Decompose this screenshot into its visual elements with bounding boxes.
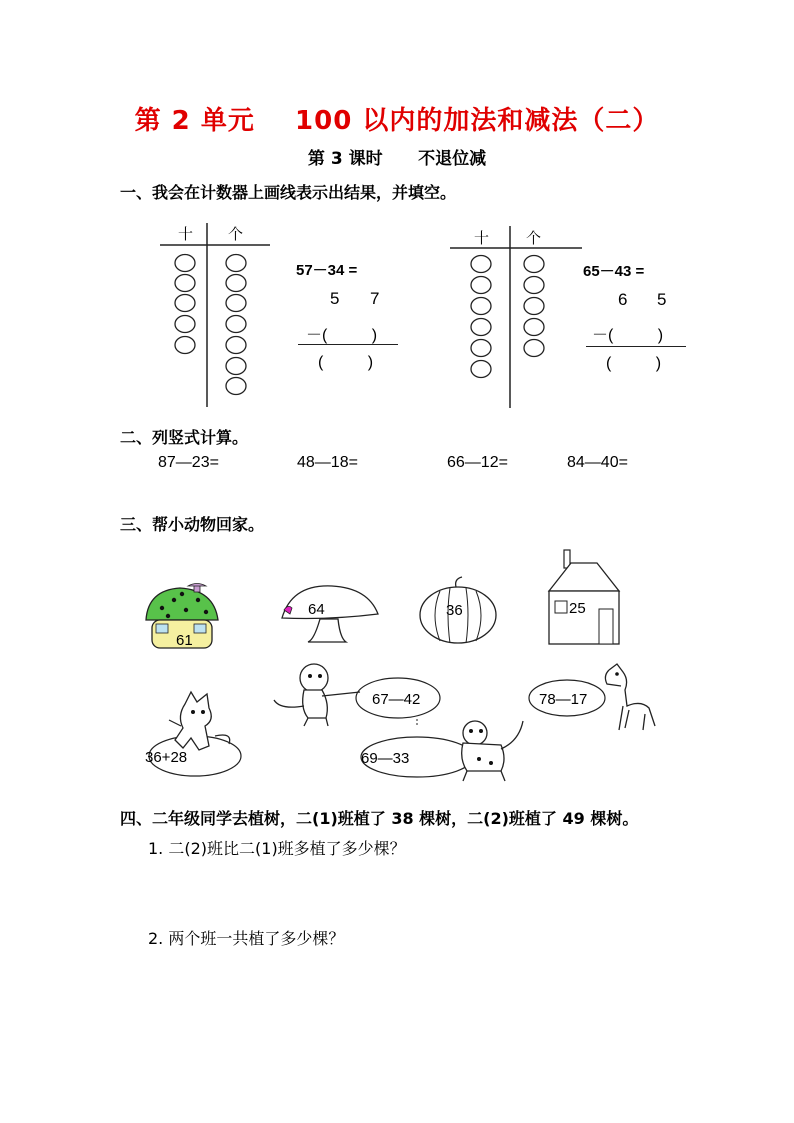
- problem-1-ones-digit: 7: [370, 289, 380, 308]
- abacus-1-tens-label: 十: [178, 226, 194, 243]
- abacus-1-tens-beads: [175, 255, 195, 354]
- house-number-64: 64: [308, 601, 325, 618]
- expr-36-plus-28: 36+28: [145, 749, 188, 766]
- abacus-2-tens-beads: [471, 256, 491, 378]
- problem-1-result-row: ( ): [318, 354, 374, 371]
- cat-animal: [145, 690, 245, 782]
- vertical-calc-1: 87—23=: [158, 454, 219, 471]
- problem-1-line: [298, 344, 398, 345]
- page-title: 第 2 单元 100 以内的加法和减法（二）: [134, 106, 660, 136]
- problem-2-tens-digit: 6: [618, 290, 628, 309]
- expr-78-minus-17: 78—17: [539, 691, 588, 708]
- question-2: 2. 两个班一共植了多少棵？: [148, 929, 345, 948]
- mushroom-house-61: [138, 582, 224, 652]
- house-number-61: 61: [176, 632, 193, 649]
- problem-2-ones-digit: 5: [657, 290, 667, 309]
- building-house-25: [545, 545, 623, 647]
- question-1: 1. 二(2)班比二(1)班多植了多少棵？: [148, 839, 406, 858]
- section-3-heading: 三、帮小动物回家。: [120, 515, 265, 534]
- dog-animal: [355, 715, 530, 790]
- problem-2-result-row: ( ): [606, 355, 662, 372]
- lesson-subtitle: 第 3 课时 不退位减: [307, 149, 487, 169]
- house-number-25: 25: [569, 600, 586, 617]
- section-4-heading: 四、二年级同学去植树，二(1)班植了 38 棵树，二(2)班植了 49 棵树。: [120, 809, 639, 828]
- vertical-calc-2: 48—18=: [297, 454, 358, 471]
- abacus-1-ones-label: 个: [228, 226, 244, 243]
- abacus-2-ones-beads: [524, 256, 544, 357]
- section-1-heading: 一、我会在计数器上画线表示出结果，并填空。: [120, 183, 457, 202]
- vertical-calc-4: 84—40=: [567, 454, 628, 471]
- vertical-calc-3: 66—12=: [447, 454, 508, 471]
- section-2-heading: 二、列竖式计算。: [120, 428, 249, 447]
- horse-animal: [525, 660, 665, 740]
- problem-2-expr: 65－43 =: [583, 263, 645, 280]
- pumpkin-house-36: [418, 575, 500, 645]
- problem-2-minus-row: －( ): [592, 327, 664, 344]
- abacus-1-ones-beads: [226, 255, 246, 395]
- problem-2-line: [586, 346, 686, 347]
- abacus-2-ones-label: 个: [526, 230, 542, 247]
- house-number-36: 36: [446, 602, 463, 619]
- mushroom-house-64: [280, 582, 380, 644]
- expr-67-minus-42: 67—42: [372, 691, 421, 708]
- expr-69-minus-33: 69—33: [361, 750, 410, 767]
- abacus-2-tens-label: 十: [474, 230, 490, 247]
- abacus-2: [442, 222, 590, 412]
- problem-1-expr: 57－34 =: [296, 262, 358, 279]
- problem-1-minus-row: －( ): [306, 327, 378, 344]
- abacus-1: [140, 215, 280, 410]
- problem-1-tens-digit: 5: [330, 289, 340, 308]
